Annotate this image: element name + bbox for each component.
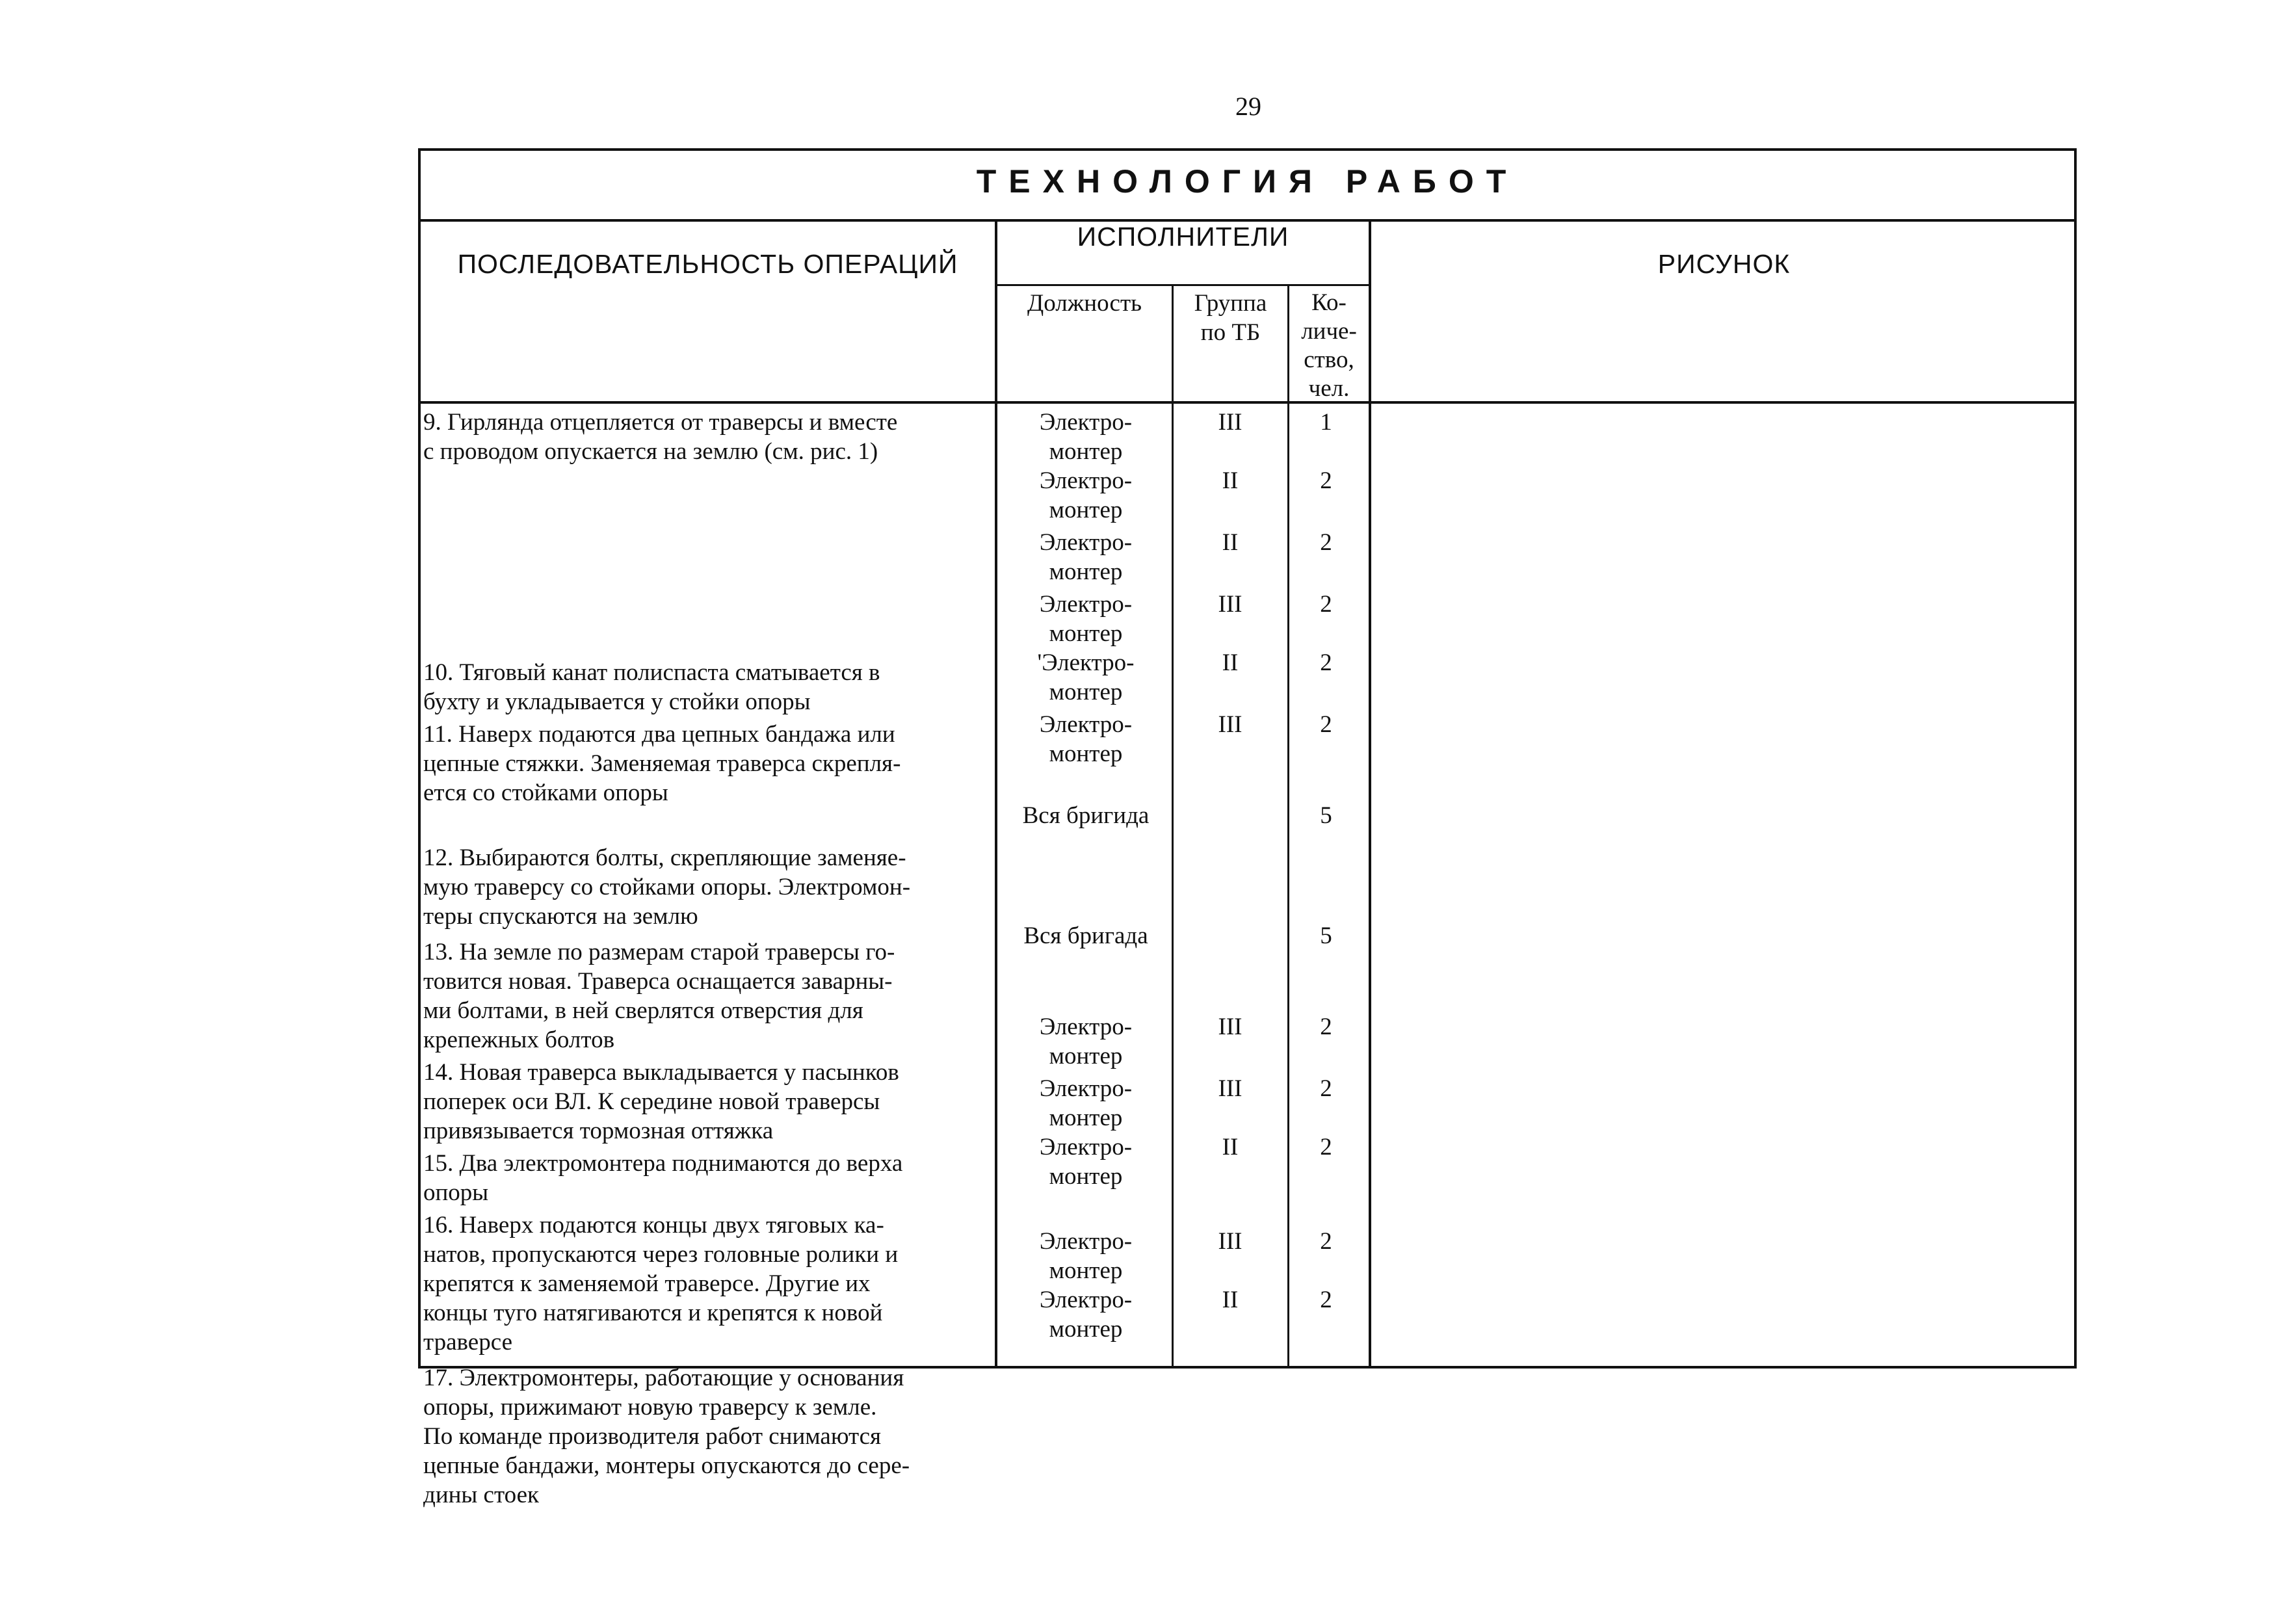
operation-text-line: 17. Электромонтеры, работающие у основания xyxy=(423,1365,904,1391)
executor-position-line: Электро- xyxy=(1039,1075,1133,1102)
executor-position-line: Электро- xyxy=(1039,1014,1133,1040)
figure-cell xyxy=(1371,404,2074,1366)
executor-safety-group: III xyxy=(1218,409,1243,436)
operation-text-line: цепные стяжки. Заменяемая траверса скрепля- xyxy=(423,750,901,777)
executor-position-line: Электро- xyxy=(1039,1134,1133,1160)
executor-safety-group: II xyxy=(1222,467,1239,494)
col-divider-group xyxy=(1287,284,1289,1366)
header-executors: ИСПОЛНИТЕЛИ xyxy=(1077,222,1289,252)
operation-step xyxy=(423,1211,898,1357)
executor-safety-group: II xyxy=(1222,1287,1239,1313)
operation-text-line: ми болтами, в ней сверлятся отверстия для xyxy=(423,997,863,1024)
executor-quantity: 2 xyxy=(1320,467,1332,494)
operation-step xyxy=(423,1363,910,1510)
executor-position-line: монтер xyxy=(1049,740,1123,767)
executor-position-line: монтер xyxy=(1049,1105,1123,1131)
header-group-line: Группа xyxy=(1194,290,1267,317)
operation-text-line: траверсе xyxy=(423,1329,513,1356)
operation-text-line: бухту и укладывается у стойки опоры xyxy=(423,688,811,715)
header-quantity-line: ство, xyxy=(1304,347,1354,373)
operation-text-line: привязывается тормозная оттяжка xyxy=(423,1118,774,1144)
header-quantity xyxy=(1289,289,1369,403)
operation-text-line: 14. Новая траверса выкладывается у пасынков xyxy=(423,1059,899,1086)
header-figure: РИСУНОК xyxy=(1657,249,1791,279)
executor-position xyxy=(999,921,1172,950)
executor-safety-group: II xyxy=(1222,649,1239,676)
header-quantity-line: личе- xyxy=(1301,318,1357,345)
executor-safety-group: III xyxy=(1218,711,1243,738)
executor-position xyxy=(999,528,1172,586)
operation-text-line: 10. Тяговый канат полиспаста сматывается в xyxy=(423,659,880,686)
executor-position-line: монтер xyxy=(1049,1257,1123,1284)
work-technology-table xyxy=(418,148,2077,1508)
executor-quantity: 2 xyxy=(1320,1014,1332,1040)
executor-position-line: монтер xyxy=(1049,497,1123,523)
operation-text-line: поперек оси ВЛ. К середине новой траверсы xyxy=(423,1088,880,1115)
header-quantity-line: чел. xyxy=(1308,375,1350,402)
executor-position xyxy=(999,710,1172,768)
operation-text-line: опоры xyxy=(423,1179,489,1206)
executor-position-line: монтер xyxy=(1049,1043,1123,1069)
executor-position xyxy=(999,466,1172,525)
operation-text-line: теры спускаются на землю xyxy=(423,903,698,930)
header-operations: ПОСЛЕДОВАТЕЛЬНОСТЬ ОПЕРАЦИЙ xyxy=(457,249,958,279)
executor-quantity: 2 xyxy=(1320,1287,1332,1313)
operation-text-line: цепные бандажи, монтеры опускаются до сере- xyxy=(423,1452,910,1479)
executor-quantity: 2 xyxy=(1320,1134,1332,1160)
executor-position-line: монтер xyxy=(1049,438,1123,465)
executor-position xyxy=(999,1074,1172,1133)
operation-text-line: концы туго натягиваются и крепятся к новой xyxy=(423,1300,883,1326)
executor-position xyxy=(999,1227,1172,1285)
executor-position xyxy=(999,590,1172,648)
operation-text-line: ется со стойками опоры xyxy=(423,779,668,806)
operation-text-line: 16. Наверх подаются концы двух тяговых ка- xyxy=(423,1212,884,1238)
executor-position-line: монтер xyxy=(1049,558,1123,585)
executor-position-line: Электро- xyxy=(1039,1228,1133,1255)
operation-text-line: опоры, прижимают новую траверсу к земле. xyxy=(423,1394,877,1421)
executor-quantity: 2 xyxy=(1320,649,1332,676)
executor-position-line: Электро- xyxy=(1039,591,1133,618)
executor-position xyxy=(999,648,1172,707)
operation-text-line: крепежных болтов xyxy=(423,1027,615,1053)
operation-text-line: 11. Наверх подаются два цепных бандажа или xyxy=(423,721,895,748)
executor-position-line: Электро- xyxy=(1039,529,1133,556)
operation-step xyxy=(423,937,895,1054)
executor-position xyxy=(999,1133,1172,1191)
executor-safety-group: III xyxy=(1218,591,1243,618)
executors-subheader-divider xyxy=(997,284,1370,286)
executor-position-line: 'Электро- xyxy=(1037,649,1135,676)
operation-step xyxy=(423,843,910,931)
executor-position-line: монтер xyxy=(1049,620,1123,647)
operation-text-line: с проводом опускается на землю (см. рис. 1) xyxy=(423,438,878,465)
executor-position-line: монтер xyxy=(1049,679,1123,705)
operation-text-line: 15. Два электромонтера поднимаются до верха xyxy=(423,1150,903,1177)
executor-position-line: монтер xyxy=(1049,1163,1123,1190)
header-group xyxy=(1174,289,1287,347)
header-quantity-line: Ко- xyxy=(1311,289,1347,316)
executor-quantity: 1 xyxy=(1320,409,1332,436)
executor-position-line: Вся бригида xyxy=(1022,802,1150,829)
executor-quantity: 5 xyxy=(1320,802,1332,829)
operation-text-line: товится новая. Траверса оснащается заварны- xyxy=(423,968,893,995)
executor-position-line: Электро- xyxy=(1039,409,1133,436)
executor-quantity: 2 xyxy=(1320,1075,1332,1102)
operation-text-line: крепятся к заменяемой траверсе. Другие их xyxy=(423,1270,871,1297)
executor-quantity: 2 xyxy=(1320,591,1332,618)
operation-text-line: 9. Гирлянда отцепляется от траверсы и вместе xyxy=(423,409,898,436)
operation-step xyxy=(423,658,880,716)
executor-quantity: 2 xyxy=(1320,711,1332,738)
executor-safety-group: II xyxy=(1222,529,1239,556)
executor-safety-group: III xyxy=(1218,1075,1243,1102)
operation-text-line: дины стоек xyxy=(423,1482,539,1508)
executor-position xyxy=(999,408,1172,466)
operation-text-line: 12. Выбираются болты, скрепляющие заменяе- xyxy=(423,845,906,871)
operation-step xyxy=(423,1058,899,1146)
executor-safety-group: III xyxy=(1218,1228,1243,1255)
operation-text-line: натов, пропускаются через головные ролики и xyxy=(423,1241,899,1268)
executor-position-line: монтер xyxy=(1049,1316,1123,1342)
operation-step xyxy=(423,720,901,807)
operation-text-line: 13. На земле по размерам старой траверсы го- xyxy=(423,939,895,965)
executor-position-line: Вся бригада xyxy=(1023,923,1148,949)
header-position: Должность xyxy=(1027,290,1142,317)
operation-text-line: мую траверсу со стойками опоры. Электромон- xyxy=(423,874,911,900)
executor-position xyxy=(999,1012,1172,1071)
page-number: 29 xyxy=(1235,92,1261,121)
executor-safety-group: III xyxy=(1218,1014,1243,1040)
table-title: ТЕХНОЛОГИЯ РАБОТ xyxy=(976,163,1519,200)
executor-position xyxy=(999,1285,1172,1344)
executor-position-line: Электро- xyxy=(1039,711,1133,738)
header-group-line: по ТБ xyxy=(1200,319,1261,346)
executor-position xyxy=(999,801,1172,830)
executor-position-line: Электро- xyxy=(1039,467,1133,494)
col-divider-operations xyxy=(995,219,997,1366)
executor-quantity: 5 xyxy=(1320,923,1332,949)
operation-text-line: По команде производителя работ снимаются xyxy=(423,1423,882,1450)
executor-safety-group: II xyxy=(1222,1134,1239,1160)
executor-quantity: 2 xyxy=(1320,1228,1332,1255)
operation-step xyxy=(423,1149,902,1207)
executor-position-line: Электро- xyxy=(1039,1287,1133,1313)
executor-quantity: 2 xyxy=(1320,529,1332,556)
operation-step xyxy=(423,408,897,466)
